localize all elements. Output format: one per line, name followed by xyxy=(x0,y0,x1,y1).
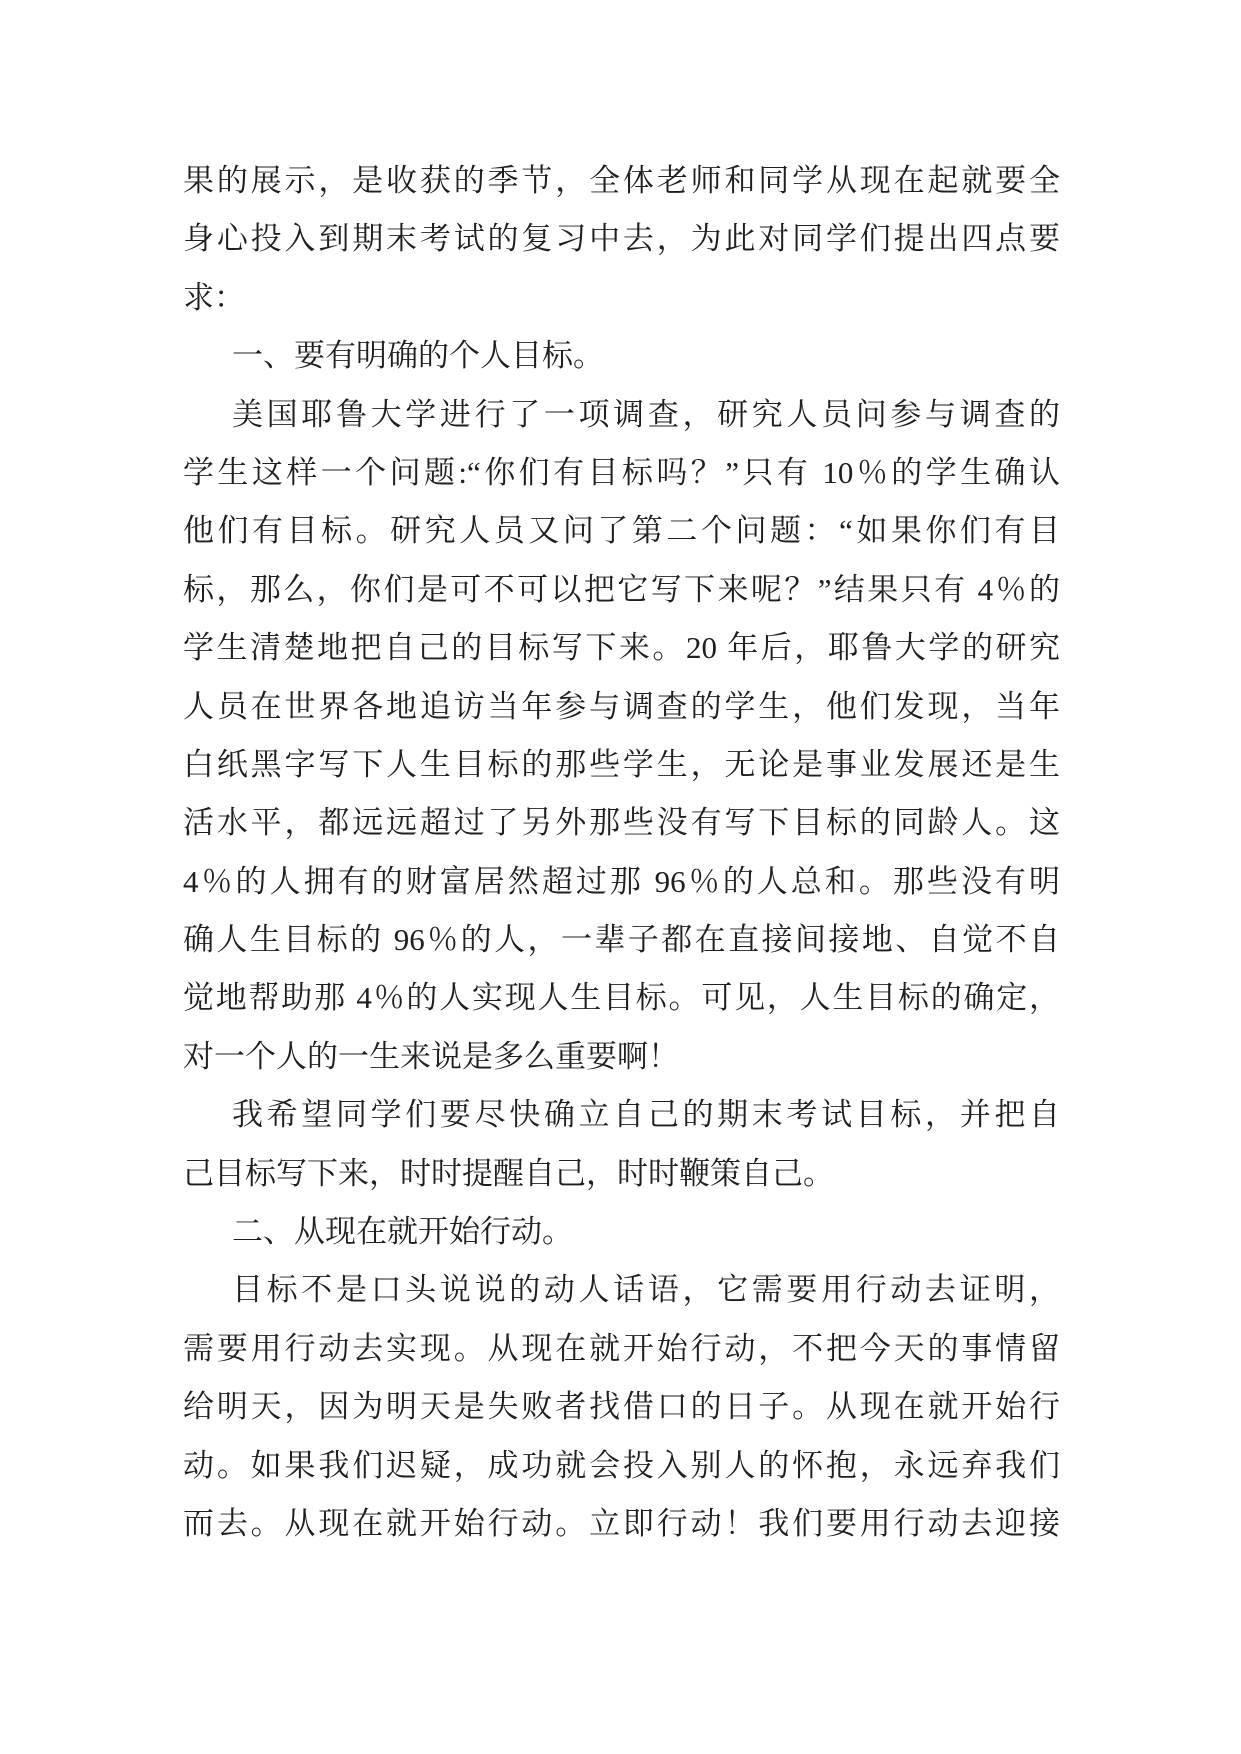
text-line: 美国耶鲁大学进行了一项调查，研究人员问参与调查的 xyxy=(232,396,1060,432)
text-line: 标，那么，你们是可不可以把它写下来呢？”结果只有 4％的 xyxy=(183,571,1060,607)
text-line: 己目标写下来，时时提醒自己，时时鞭策自己。 xyxy=(183,1155,834,1191)
text-block xyxy=(183,152,1060,1553)
text-line: 而去。从现在就开始行动。立即行动！我们要用行动去迎接 xyxy=(183,1505,1060,1541)
text-line: 果的展示，是收获的季节，全体老师和同学从现在起就要全 xyxy=(183,163,1060,198)
text-line: 活水平，都远远超过了另外那些没有写下目标的同龄人。这 xyxy=(183,805,1060,841)
text-line: 他们有目标。研究人员又问了第二个问题：“如果你们有目 xyxy=(183,513,1060,549)
text-line: 身心投入到期末考试的复习中去，为此对同学们提出四点要 xyxy=(183,221,1060,257)
text-line: 学生这样一个问题:“你们有目标吗？”只有 10％的学生确认 xyxy=(183,454,1060,490)
text-line: 人员在世界各地追访当年参与调查的学生，他们发现，当年 xyxy=(183,688,1060,724)
text-line: 目标不是口头说说的动人话语，它需要用行动去证明， xyxy=(232,1272,1060,1308)
text-line: 需要用行动去实现。从现在就开始行动，不把今天的事情留 xyxy=(183,1330,1060,1366)
text-line: 学生清楚地把自己的目标写下来。20 年后，耶鲁大学的研究 xyxy=(183,630,1060,666)
text-line: 二、从现在就开始行动。 xyxy=(232,1214,573,1250)
text-line: 4％的人拥有的财富居然超过那 96％的人总和。那些没有明 xyxy=(183,863,1060,899)
text-line: 给明天，因为明天是失败者找借口的日子。从现在就开始行 xyxy=(183,1389,1060,1425)
text-line: 动。如果我们迟疑，成功就会投入别人的怀抱，永远弃我们 xyxy=(183,1447,1060,1483)
text-line: 一、要有明确的个人目标。 xyxy=(232,338,604,374)
text-line: 觉地帮助那 4％的人实现人生目标。可见，人生目标的确定， xyxy=(183,980,1060,1016)
text-line: 确人生目标的 96％的人，一辈子都在直接间接地、自觉不自 xyxy=(183,922,1060,958)
text-line: 对一个人的一生来说是多么重要啊！ xyxy=(183,1038,679,1074)
text-line: 求： xyxy=(183,279,245,315)
text-line: 我希望同学们要尽快确立自己的期末考试目标，并把自 xyxy=(232,1097,1060,1133)
text-line: 白纸黑字写下人生目标的那些学生，无论是事业发展还是生 xyxy=(183,746,1060,782)
